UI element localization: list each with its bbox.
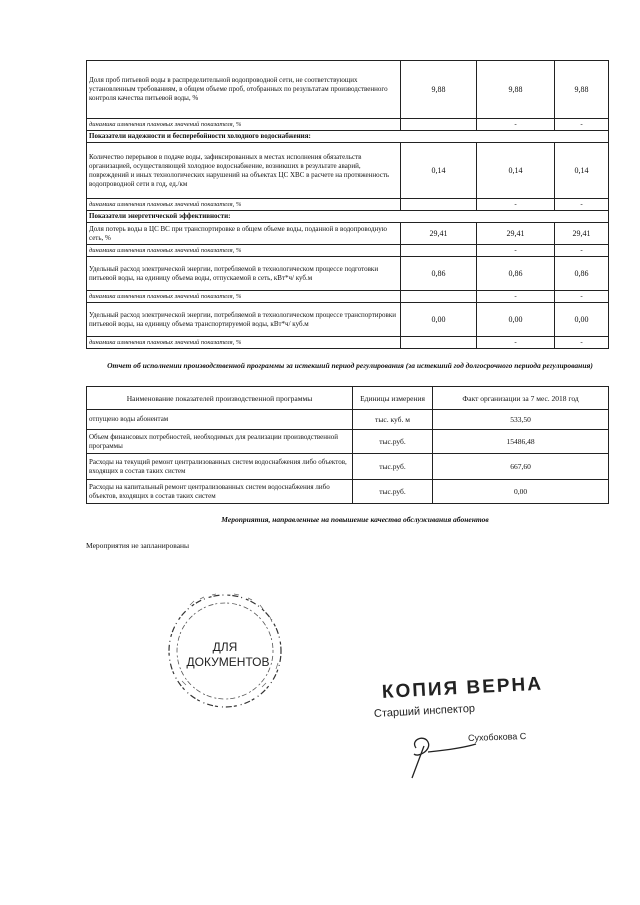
unit: тыс. куб. м (353, 410, 433, 430)
table-header-row (87, 387, 609, 410)
stamp-text-line2: ДОКУМЕНТОВ (186, 655, 270, 669)
indicator-value: 9,88 (477, 61, 555, 119)
fact-value: 533,50 (433, 410, 609, 430)
table-row (87, 199, 609, 211)
indicators-table (86, 60, 609, 349)
measures-title: Мероприятия, направленные на повышение качества обслуживания абонентов (221, 515, 489, 524)
dynamics-value: - (555, 337, 609, 349)
indicator-label: Удельный расход электрической энергии, потребляемой в технологическом процессе подготовки питьевой воды, на единицу объема воды, отпускаемой в сеть, кВт*ч/ куб.м (87, 257, 401, 291)
copy-stamp-name: Сухобокова С (467, 730, 527, 744)
dynamics-value: - (477, 337, 555, 349)
unit: тыс.руб. (353, 480, 433, 504)
indicator-value: 0,14 (401, 143, 477, 199)
indicator-name: Расходы на капитальный ремонт централизованных систем водоснабжения либо объектов, входящих в состав таких систем (87, 480, 353, 504)
indicator-name: отпущено воды абонентам (87, 410, 353, 430)
dynamics-label: динамика изменения плановых значений показателя, % (87, 245, 401, 257)
unit: тыс.руб. (353, 430, 433, 454)
table-row (87, 291, 609, 303)
indicator-value: 0,14 (555, 143, 609, 199)
dynamics-label: динамика изменения плановых значений показателя, % (87, 337, 401, 349)
indicator-value: 0,00 (401, 303, 477, 337)
dynamics-value: - (477, 291, 555, 303)
report-title: Отчет об исполнении производственной программы за истекший период регулирования (за истекший год долгосрочного периода регулирования) (107, 361, 593, 370)
indicator-value: 9,88 (555, 61, 609, 119)
indicator-value: 29,41 (477, 223, 555, 245)
table-row (87, 245, 609, 257)
column-header: Факт организации за 7 мес. 2018 год (433, 387, 609, 410)
table-row (87, 257, 609, 291)
dynamics-value: - (555, 199, 609, 211)
indicator-name: Расходы на текущий ремонт централизованных систем водоснабжения либо объектов, входящих в состав таких систем (87, 454, 353, 480)
table-row (87, 454, 609, 480)
dynamics-label: динамика изменения плановых значений показателя, % (87, 199, 401, 211)
column-header: Наименование показателей производственной программы (87, 387, 353, 410)
table-row (87, 337, 609, 349)
fact-value: 0,00 (433, 480, 609, 504)
fact-value: 15486,48 (433, 430, 609, 454)
section-header: Показатели надежности и бесперебойности холодного водоснабжения: (87, 131, 609, 143)
indicator-label: Доля потерь воды в ЦС ВС при транспортировке в общем объеме воды, поданной в водопроводную сеть, % (87, 223, 401, 245)
dynamics-value: - (555, 119, 609, 131)
copy-verified-stamp (368, 673, 568, 780)
dynamics-value: - (555, 291, 609, 303)
handwritten-signature (388, 720, 478, 780)
table-row (87, 143, 609, 199)
dynamics-value: - (477, 199, 555, 211)
dynamics-value: - (477, 119, 555, 131)
dynamics-label: динамика изменения плановых значений показателя, % (87, 119, 401, 131)
table-row (87, 211, 609, 223)
column-header: Единицы измерения (353, 387, 433, 410)
indicator-value: 29,41 (555, 223, 609, 245)
fact-value: 667,60 (433, 454, 609, 480)
indicator-name: Объем финансовых потребностей, необходимых для реализации производственной программы (87, 430, 353, 454)
indicator-label: Удельный расход электрической энергии, потребляемой в технологическом процессе транспортировки питьевой воды, на единицу объема транспортируемой воды, кВт*ч/ куб.м (87, 303, 401, 337)
indicator-label: Количество перерывов в подаче воды, зафиксированных в местах исполнения обязательств организацией, осуществляющей холодное водоснабжение, возникших в результате аварий, повреждений и иных технологических нарушений на объектах ЦС ХВС в расчете на протяженность водопроводной сети в год, ед./км (87, 143, 401, 199)
table-row (87, 480, 609, 504)
indicator-value: 0,14 (477, 143, 555, 199)
indicator-value: 0,86 (555, 257, 609, 291)
measures-note: Мероприятия не запланированы (86, 541, 190, 550)
indicator-value: 0,86 (477, 257, 555, 291)
stamp-text-line1: ДЛЯ (212, 640, 238, 654)
dynamics-value: - (477, 245, 555, 257)
indicator-value: 0,00 (555, 303, 609, 337)
table-row (87, 430, 609, 454)
indicator-value: 0,00 (477, 303, 555, 337)
table-row (87, 119, 609, 131)
dynamics-label: динамика изменения плановых значений показателя, % (87, 291, 401, 303)
round-stamp (160, 585, 290, 715)
indicator-value: 29,41 (401, 223, 477, 245)
table-row (87, 303, 609, 337)
indicator-value: 9,88 (401, 61, 477, 119)
copy-stamp-title: КОПИЯ ВЕРНА (381, 673, 544, 703)
table-row (87, 61, 609, 119)
table-row (87, 410, 609, 430)
table-row (87, 131, 609, 143)
indicator-label: Доля проб питьевой воды в распределительной водопроводной сети, не соответствующих установленным требованиям, в общем объеме проб, отобранных по результатам производственного контроля качества питьевой воды, % (87, 61, 401, 119)
table-row (87, 223, 609, 245)
program-report-table (86, 386, 609, 504)
dynamics-value: - (555, 245, 609, 257)
unit: тыс.руб. (353, 454, 433, 480)
copy-stamp-role: Старший инспектор (373, 702, 476, 720)
indicator-value: 0,86 (401, 257, 477, 291)
section-header: Показатели энергетической эффективности: (87, 211, 609, 223)
